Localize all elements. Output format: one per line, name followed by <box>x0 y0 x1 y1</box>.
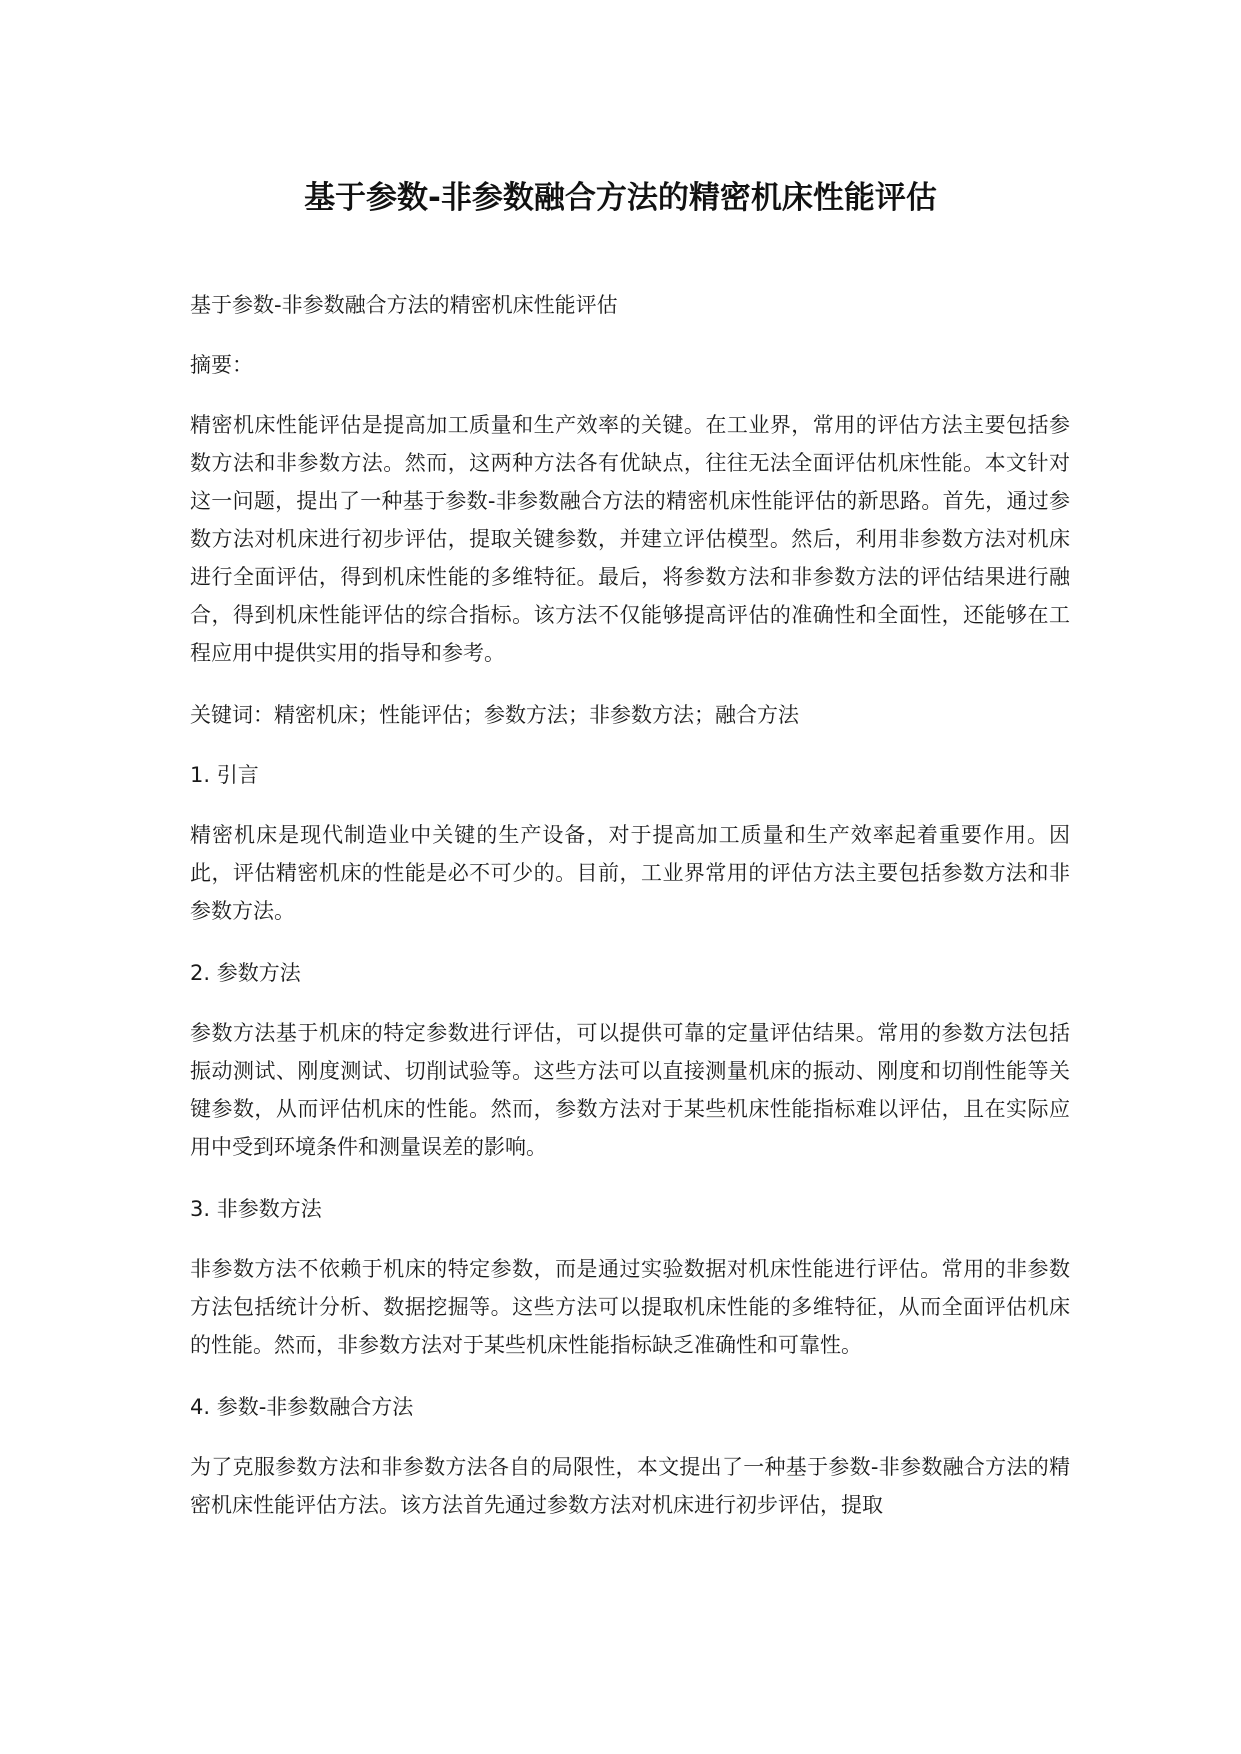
document-title: 基于参数-非参数融合方法的精密机床性能评估 <box>304 180 937 216</box>
abstract-label: 摘要： <box>190 353 253 377</box>
section-body-parametric: 参数方法基于机床的特定参数进行评估，可以提供可靠的定量评估结果。常用的参数方法包括振动测试、刚度测试、切削试验等。这些方法可以直接测量机床的振动、刚度和切削性能等关键参数，从而评估机床的性能。然而，参数方法对于某些机床性能指标难以评估，且在实际应用中受到环境条件和测量误差的影响。 <box>190 1021 1070 1159</box>
section-heading-nonparametric: 3. 非参数方法 <box>190 1197 322 1221</box>
document-body <box>190 286 1070 1548</box>
section-body-fusion: 为了克服参数方法和非参数方法各自的局限性，本文提出了一种基于参数-非参数融合方法的精密机床性能评估方法。该方法首先通过参数方法对机床进行初步评估，提取 <box>190 1455 1070 1517</box>
section-body-nonparametric: 非参数方法不依赖于机床的特定参数，而是通过实验数据对机床性能进行评估。常用的非参数方法包括统计分析、数据挖掘等。这些方法可以提取机床性能的多维特征，从而全面评估机床的性能。然而，非参数方法对于某些机床性能指标缺乏准确性和可靠性。 <box>190 1257 1070 1357</box>
keywords-line: 关键词：精密机床；性能评估；参数方法；非参数方法；融合方法 <box>190 703 799 727</box>
abstract-paragraph: 精密机床性能评估是提高加工质量和生产效率的关键。在工业界，常用的评估方法主要包括参数方法和非参数方法。然而，这两种方法各有优缺点，往往无法全面评估机床性能。本文针对这一问题，提出了一种基于参数-非参数融合方法的精密机床性能评估的新思路。首先，通过参数方法对机床进行初步评估，提取关键参数，并建立评估模型。然后，利用非参数方法对机床进行全面评估，得到机床性能的多维特征。最后，将参数方法和非参数方法的评估结果进行融合，得到机床性能评估的综合指标。该方法不仅能够提高评估的准确性和全面性，还能够在工程应用中提供实用的指导和参考。 <box>190 413 1070 665</box>
section-heading-parametric: 2. 参数方法 <box>190 961 301 985</box>
section-heading-introduction: 1. 引言 <box>190 763 259 787</box>
section-body-introduction: 精密机床是现代制造业中关键的生产设备，对于提高加工质量和生产效率起着重要作用。因此，评估精密机床的性能是必不可少的。目前，工业界常用的评估方法主要包括参数方法和非参数方法。 <box>190 823 1070 923</box>
document-subtitle: 基于参数-非参数融合方法的精密机床性能评估 <box>190 293 618 317</box>
section-heading-fusion: 4. 参数-非参数融合方法 <box>190 1395 414 1419</box>
